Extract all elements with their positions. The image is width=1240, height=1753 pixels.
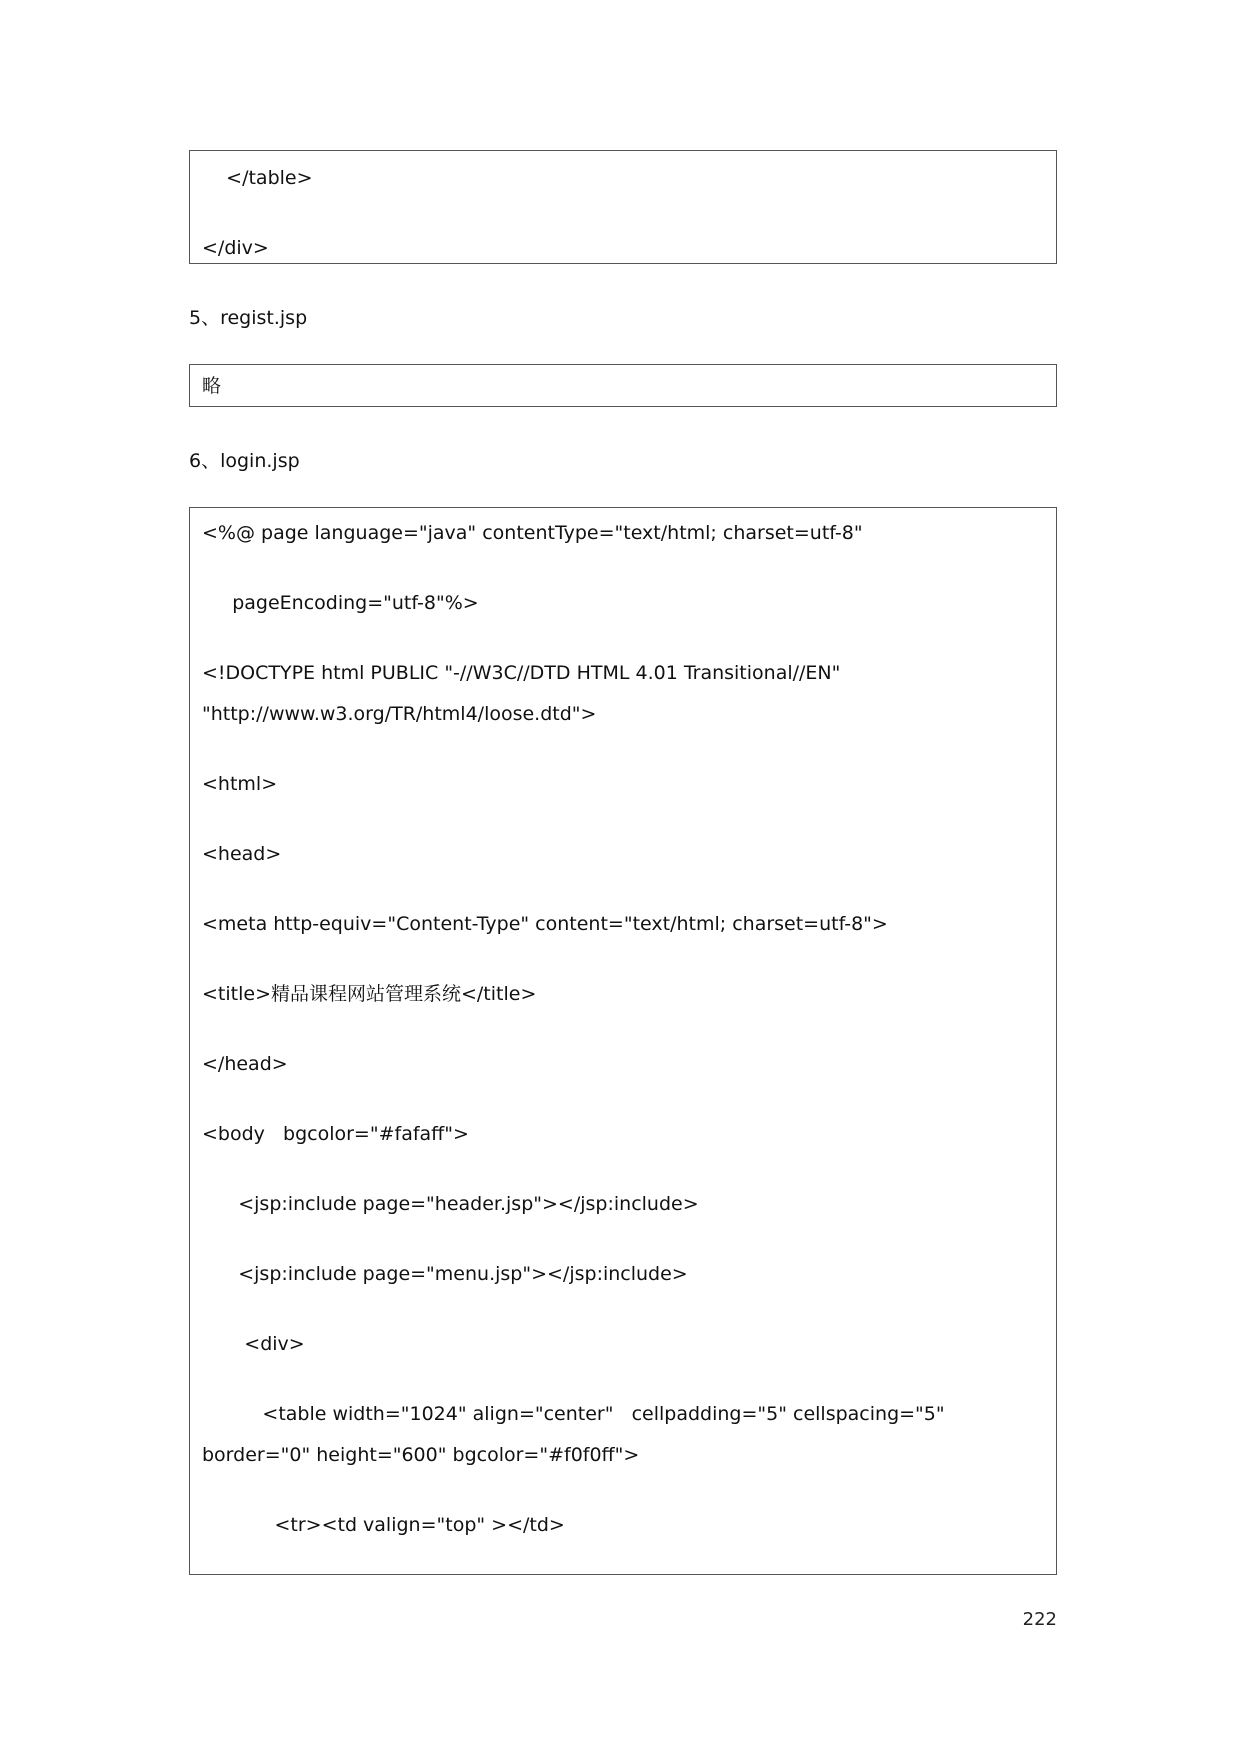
code-line: pageEncoding="utf-8"%> <box>202 592 479 614</box>
code-line: <tr><td valign="top" ></td> <box>202 1514 565 1536</box>
code-line: </table> <box>202 167 313 189</box>
code-line: 略 <box>202 375 222 397</box>
code-line: <body bgcolor="#fafaff"> <box>202 1123 469 1145</box>
code-line: <meta http-equiv="Content-Type" content="text/html; charset=utf-8"> <box>202 913 888 935</box>
code-box-regist <box>189 364 1057 407</box>
code-line: </div> <box>202 237 269 259</box>
section-heading-login: 6、login.jsp <box>189 450 300 472</box>
code-line: <head> <box>202 843 282 865</box>
code-line: "http://www.w3.org/TR/html4/loose.dtd"> <box>202 703 597 725</box>
code-line: </head> <box>202 1053 288 1075</box>
code-box-login <box>189 507 1057 1575</box>
code-line: <jsp:include page="menu.jsp"></jsp:include> <box>202 1263 688 1285</box>
code-line: <div> <box>202 1333 305 1355</box>
code-line: <%@ page language="java" contentType="text/html; charset=utf-8" <box>202 522 863 544</box>
code-box-previous <box>189 150 1057 264</box>
section-heading-regist: 5、regist.jsp <box>189 307 308 329</box>
code-line: <title>精品课程网站管理系统</title> <box>202 983 537 1005</box>
code-line: <table width="1024" align="center" cellpadding="5" cellspacing="5" <box>202 1403 945 1425</box>
code-line: border="0" height="600" bgcolor="#f0f0ff"> <box>202 1444 640 1466</box>
code-line: <jsp:include page="header.jsp"></jsp:include> <box>202 1193 699 1215</box>
code-line: <!DOCTYPE html PUBLIC "-//W3C//DTD HTML 4.01 Transitional//EN" <box>202 662 841 684</box>
page-number: 222 <box>1022 1609 1057 1630</box>
code-line: <html> <box>202 773 278 795</box>
